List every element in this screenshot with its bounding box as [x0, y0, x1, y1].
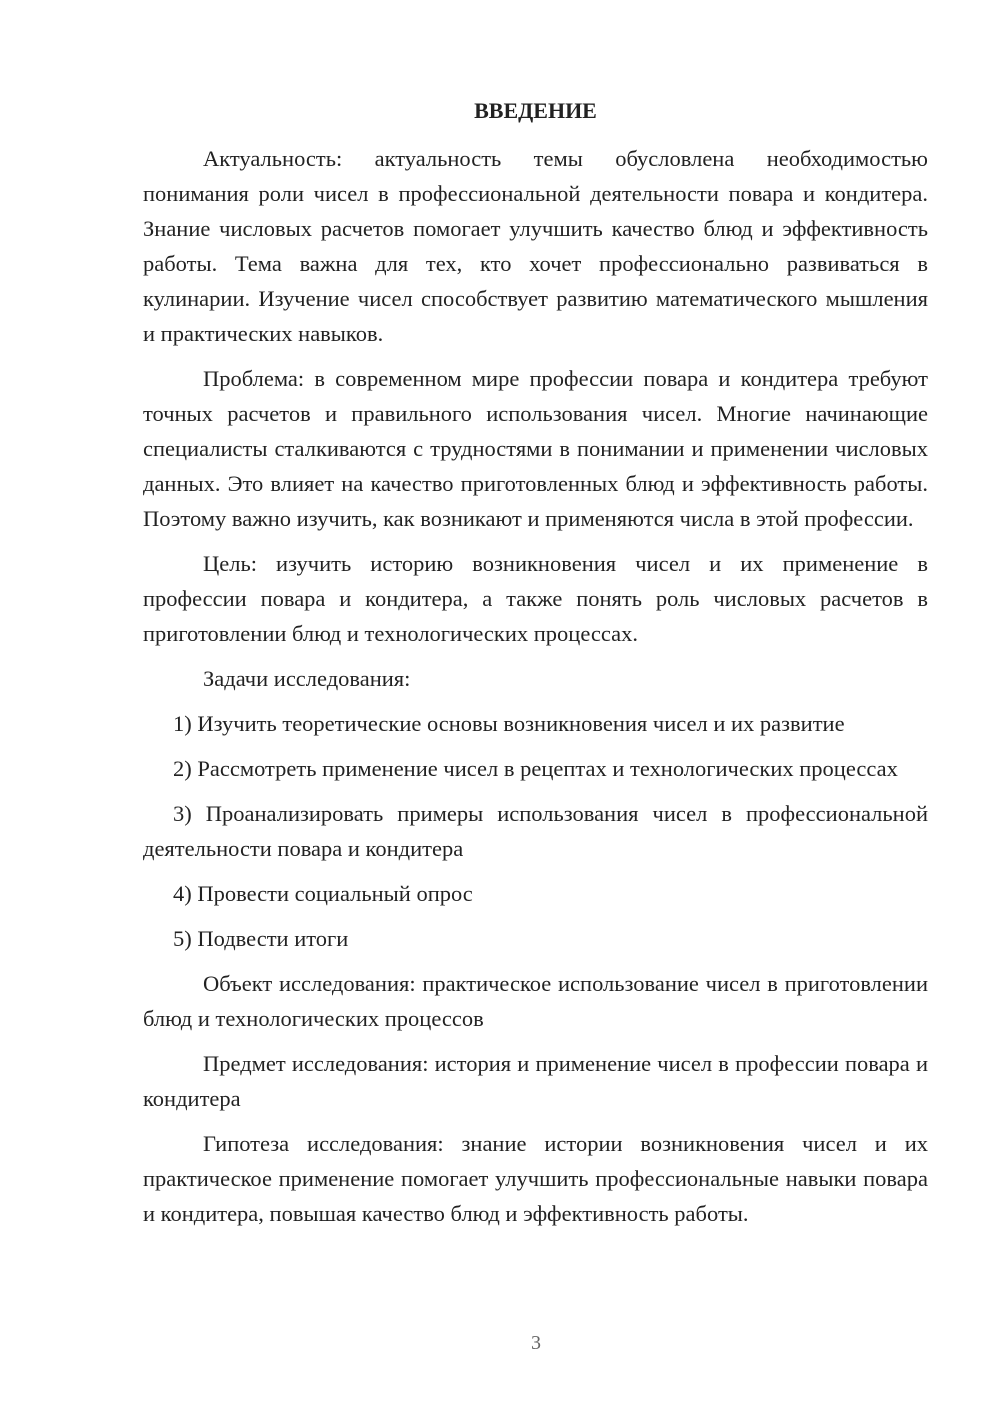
task-item-3: 3) Проанализировать примеры использования чисел в профессиональной деятельности повара и кондитера	[143, 801, 928, 861]
task-item-5: 5) Подвести итоги	[173, 926, 349, 951]
object-paragraph: Объект исследования: практическое использование чисел в приготовлении блюд и технологических процессов	[143, 971, 928, 1031]
task-item-1: 1) Изучить теоретические основы возникновения чисел и их развитие	[173, 711, 845, 736]
page-number: 3	[531, 1332, 541, 1354]
task-item-4: 4) Провести социальный опрос	[173, 881, 473, 906]
tasks-title: Задачи исследования:	[203, 666, 411, 691]
section-heading: ВВЕДЕНИЕ	[474, 98, 597, 123]
goal-paragraph: Цель: изучить историю возникновения чисел и их применение в профессии повара и кондитера, а также понять роль числовых расчетов в приготовлении блюд и технологических процессах.	[143, 551, 928, 646]
subject-paragraph: Предмет исследования: история и применение чисел в профессии повара и кондитера	[143, 1051, 928, 1111]
task-item-2: 2) Рассмотреть применение чисел в рецептах и технологических процессах	[173, 756, 898, 781]
hypothesis-paragraph: Гипотеза исследования: знание истории возникновения чисел и их практическое применение помогает улучшить профессиональные навыки повара и кондитера, повышая качество блюд и эффективность работы.	[143, 1131, 928, 1226]
document-page	[143, 93, 928, 1241]
problem-paragraph: Проблема: в современном мире профессии повара и кондитера требуют точных расчетов и правильного использования чисел. Многие начинающие специалисты сталкиваются с трудностями в понимании и применении числовых данных. Это влияет на качество приготовленных блюд и эффективность работы. Поэтому важно изучить, как возникают и применяются числа в этой профессии.	[143, 366, 928, 531]
relevance-paragraph: Актуальность: актуальность темы обусловлена необходимостью понимания роли чисел в профессиональной деятельности повара и кондитера. Знание числовых расчетов помогает улучшить качество блюд и эффективность работы. Тема важна для тех, кто хочет профессионально развиваться в кулинарии. Изучение чисел способствует развитию математического мышления и практических навыков.	[143, 146, 928, 346]
